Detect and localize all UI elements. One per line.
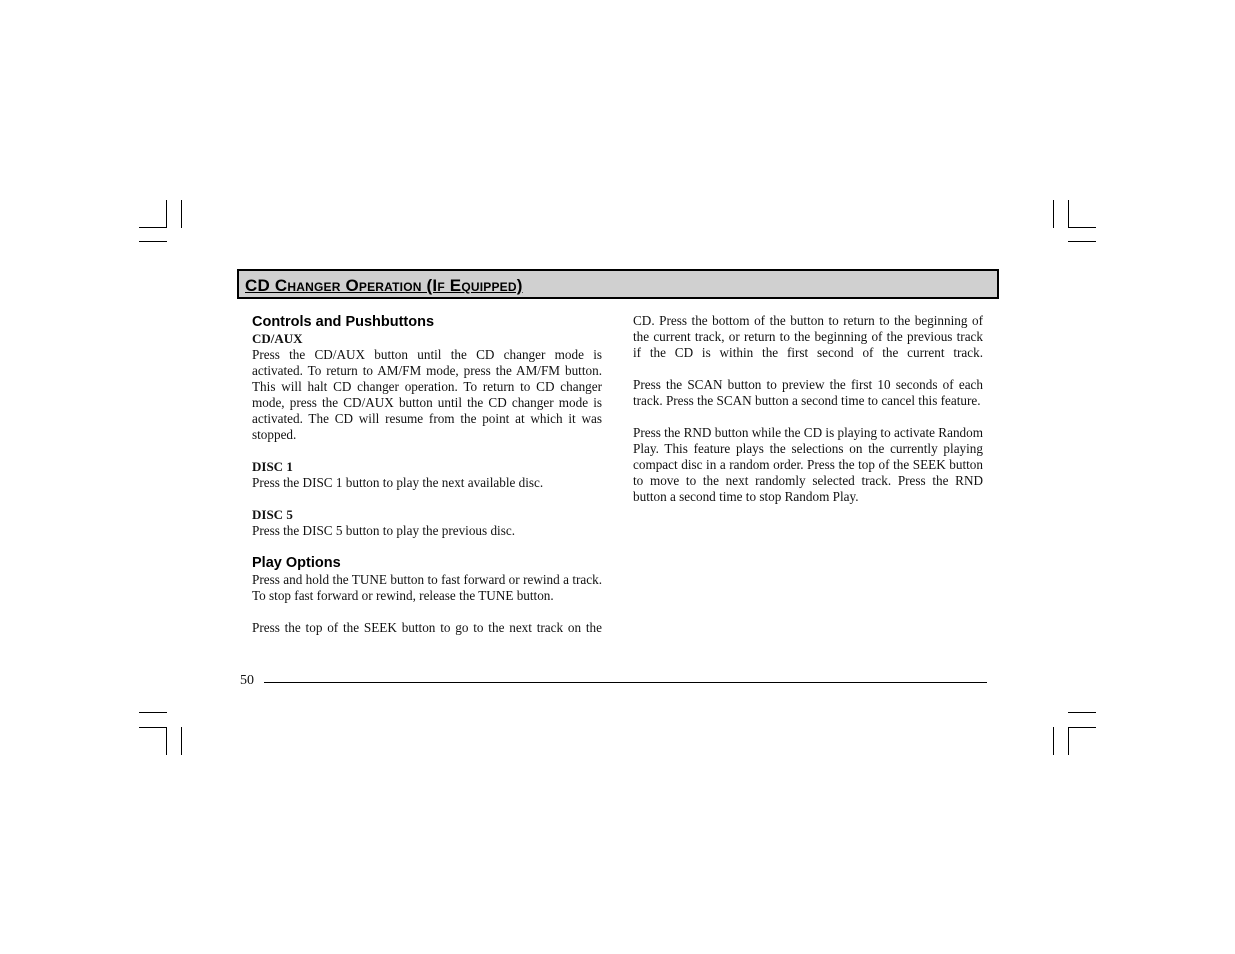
disc1-paragraph: Press the DISC 1 button to play the next available disc. (252, 475, 544, 490)
crop-mark (166, 727, 167, 755)
disc5-paragraph: Press the DISC 5 button to play the previous disc. (252, 523, 515, 538)
disc5-label: DISC 5 (252, 507, 293, 522)
crop-mark (1068, 227, 1096, 228)
play-options-heading: Play Options (252, 555, 341, 571)
tune-paragraph: Press and hold the TUNE button to fast forward or rewind a track. To stop fast forward or rewind, release the TUNE button. (252, 572, 602, 603)
cdaux-paragraph: Press the CD/AUX button until the CD changer mode is activated. To return to AM/FM mode, press the AM/FM button. This will halt CD changer operation. To return to CD changer mode, press the CD/AUX button until the CD changer mode is activated. The CD will resume from the point at which it was stopped. (252, 347, 602, 442)
controls-heading: Controls and Pushbuttons (252, 314, 435, 330)
seek-paragraph-start: Press the top of the SEEK button to go to the next track on the (252, 620, 602, 635)
crop-mark (1068, 727, 1069, 755)
crop-mark (181, 727, 182, 755)
crop-mark (139, 727, 167, 728)
cdaux-label: CD/AUX (252, 331, 303, 346)
section-title: CD Changer Operation (If Equipped) (245, 276, 523, 295)
crop-mark (166, 200, 167, 228)
crop-mark (1068, 727, 1096, 728)
crop-mark (1053, 200, 1054, 228)
crop-mark (1053, 727, 1054, 755)
left-column (252, 313, 602, 636)
disc1-label: DISC 1 (252, 459, 293, 474)
seek-paragraph-end: CD. Press the bottom of the button to return to the beginning of the current track, or return to the beginning of the previous track if the CD is within the first second of the current track. (633, 313, 983, 360)
right-column (633, 313, 983, 505)
rnd-paragraph: Press the RND button while the CD is playing to activate Random Play. This feature plays the selections on the currently playing compact disc in a random order. Press the top of the SEEK button to move to the next randomly selected track. Press the RND button a second time to stop Random Play. (633, 425, 983, 504)
crop-mark (1068, 200, 1069, 228)
footer-rule (264, 682, 987, 683)
scan-paragraph: Press the SCAN button to preview the first 10 seconds of each track. Press the SCAN button a second time to cancel this feature. (633, 377, 983, 408)
crop-mark (181, 200, 182, 228)
page-number: 50 (240, 673, 254, 688)
section-header (237, 269, 999, 299)
crop-mark (139, 227, 167, 228)
crop-mark (1068, 241, 1096, 242)
crop-mark (139, 712, 167, 713)
crop-mark (139, 241, 167, 242)
crop-mark (1068, 712, 1096, 713)
